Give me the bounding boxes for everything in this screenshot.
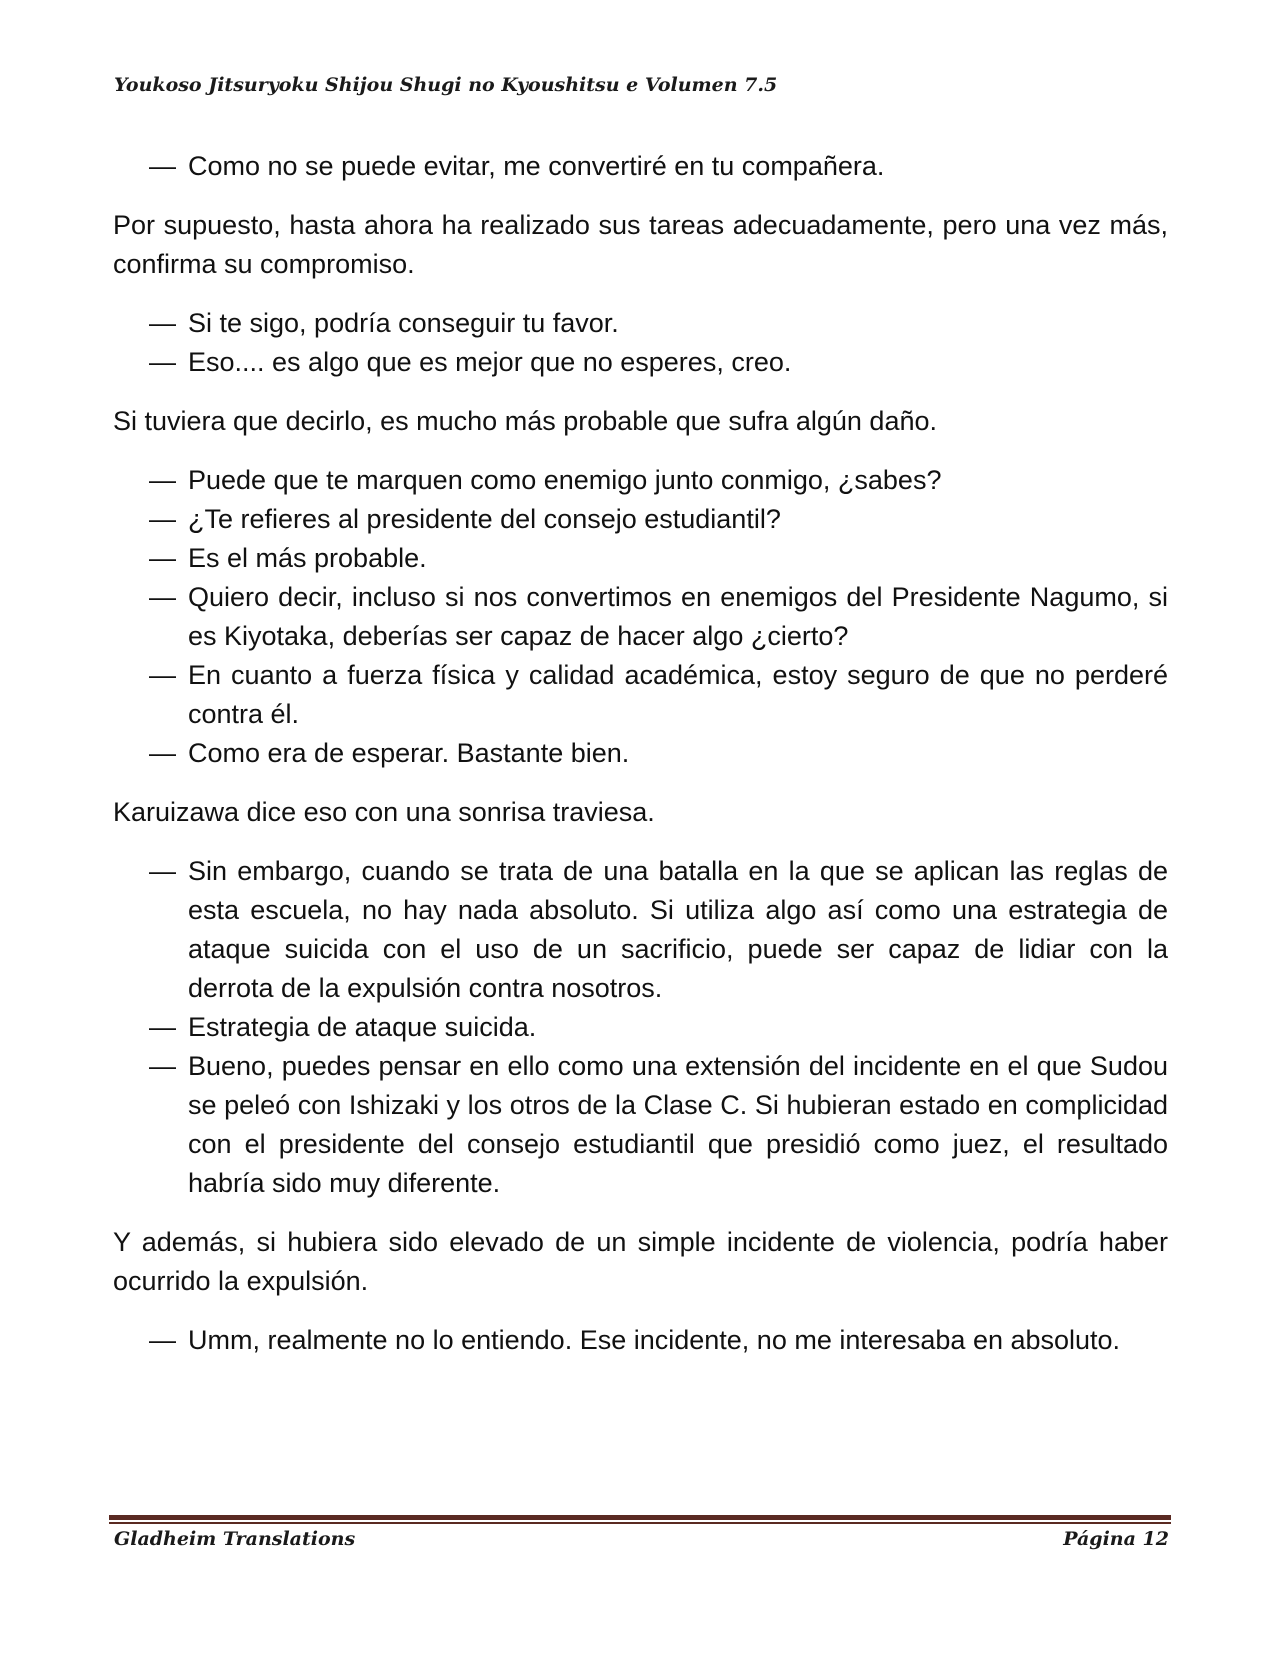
dialog-line: — Como no se puede evitar, me convertiré en tu compañera. bbox=[113, 147, 1168, 186]
body-text bbox=[113, 147, 1168, 1380]
dialog-dash: — bbox=[149, 582, 176, 612]
dialog-dash: — bbox=[149, 738, 176, 768]
dialog-line: — Puede que te marquen como enemigo junto conmigo, ¿sabes? bbox=[113, 461, 1168, 500]
dialog-line: — ¿Te refieres al presidente del consejo estudiantil? bbox=[113, 500, 1168, 539]
dialog-dash: — bbox=[149, 347, 176, 377]
dialog-line: — Umm, realmente no lo entiendo. Ese incidente, no me interesaba en absoluto. bbox=[113, 1321, 1168, 1360]
narration-paragraph: Por supuesto, hasta ahora ha realizado sus tareas adecuadamente, pero una vez más, confirma su compromiso. bbox=[113, 210, 1168, 279]
dialog-line: — Si te sigo, podría conseguir tu favor. bbox=[113, 304, 1168, 343]
dialog-dash: — bbox=[149, 543, 176, 573]
narration-paragraph: Si tuviera que decirlo, es mucho más probable que sufra algún daño. bbox=[113, 406, 938, 436]
dialog-dash: — bbox=[149, 151, 176, 181]
dialog-line: — Como era de esperar. Bastante bien. bbox=[113, 734, 1168, 773]
dialog-dash: — bbox=[149, 465, 176, 495]
footer-divider bbox=[109, 1515, 1171, 1520]
footer-publisher: Gladheim Translations bbox=[114, 1528, 356, 1550]
dialog-line: — Estrategia de ataque suicida. bbox=[113, 1008, 1168, 1047]
page-number: Página 12 bbox=[1063, 1528, 1169, 1550]
dialog-group bbox=[113, 461, 1168, 773]
narration-paragraph: Karuizawa dice eso con una sonrisa traviesa. bbox=[113, 797, 655, 827]
dialog-group bbox=[113, 304, 1168, 382]
dialog-dash: — bbox=[149, 660, 176, 690]
dialog-dash: — bbox=[149, 308, 176, 338]
dialog-dash: — bbox=[149, 1325, 176, 1355]
dialog-dash: — bbox=[149, 856, 176, 886]
narration-paragraph: Y además, si hubiera sido elevado de un simple incidente de violencia, podría haber ocurrido la expulsión. bbox=[113, 1227, 1168, 1296]
dialog-group bbox=[113, 1321, 1168, 1360]
dialog-line: — Bueno, puedes pensar en ello como una extensión del incidente en el que Sudou se peleó con Ishizaki y los otros de la Clase C. Si hubieran estado en complicidad con el presidente del consejo estudiantil que presidió como juez, el resultado habría sido muy diferente. bbox=[113, 1047, 1168, 1203]
page-header: Youkoso Jitsuryoku Shijou Shugi no Kyoushitsu e Volumen 7.5 bbox=[114, 74, 778, 96]
dialog-dash: — bbox=[149, 504, 176, 534]
footer-divider-thin bbox=[109, 1522, 1171, 1524]
dialog-line: — Es el más probable. bbox=[113, 539, 1168, 578]
dialog-line: — Sin embargo, cuando se trata de una batalla en la que se aplican las reglas de esta escuela, no hay nada absoluto. Si utiliza algo así como una estrategia de ataque suicida con el uso de un sacrificio, puede ser capaz de lidiar con la derrota de la expulsión contra nosotros. bbox=[113, 852, 1168, 1008]
dialog-group bbox=[113, 147, 1168, 186]
dialog-line: — En cuanto a fuerza física y calidad académica, estoy seguro de que no perderé contra él. bbox=[113, 656, 1168, 734]
dialog-line: — Quiero decir, incluso si nos convertimos en enemigos del Presidente Nagumo, si es Kiyotaka, deberías ser capaz de hacer algo ¿cierto? bbox=[113, 578, 1168, 656]
dialog-group bbox=[113, 852, 1168, 1203]
dialog-line: — Eso.... es algo que es mejor que no esperes, creo. bbox=[113, 343, 1168, 382]
dialog-dash: — bbox=[149, 1051, 176, 1081]
dialog-dash: — bbox=[149, 1012, 176, 1042]
